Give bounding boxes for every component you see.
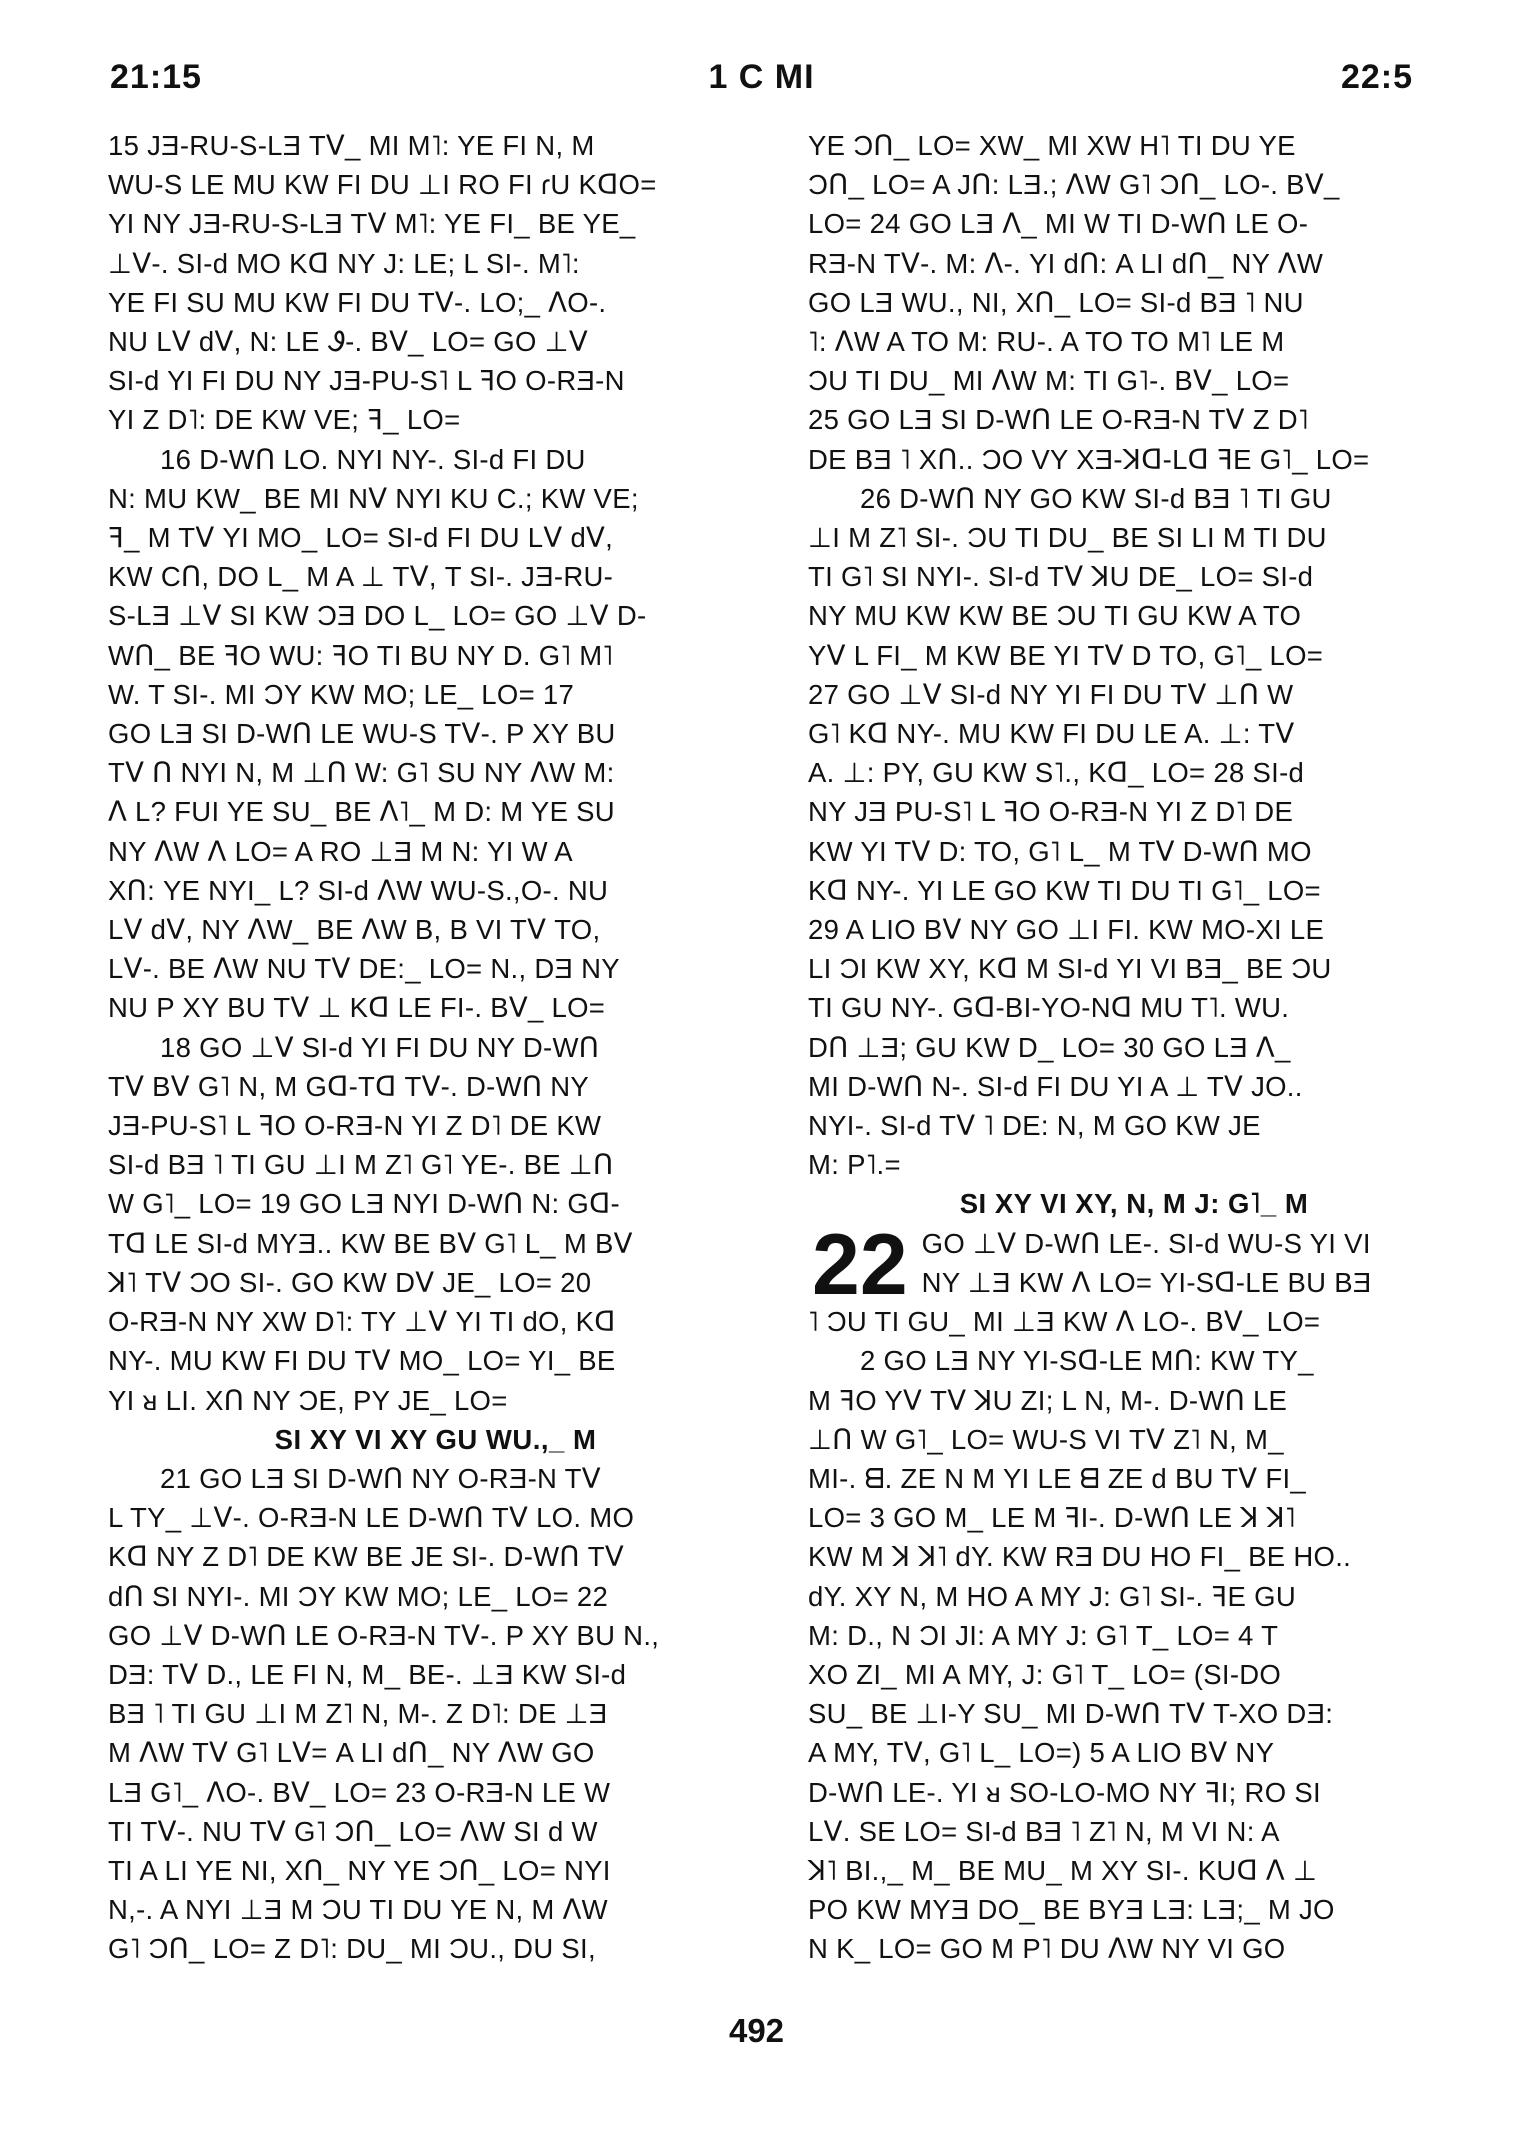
- paragraph-verse-15: 15 JƎ-RU-S-LƎ Tᐯ_ MI M˥: YE FI N, M WU-S LE MU KW FI DU ⊥I RO FI ɾU KᗡO= YI NY JƎ-RU-S-LƎ Tᐯ M˥: YE FI_ BE YE_ ⊥ᐯ-. SI-d MO Kᗡ NY J: LE; L SI-. M˥: YE FI SU MU KW FI DU Tᐯ-. LO;_ ᐱO-. NU Lᐯ dᐯ, N: LE Ꮽ-. Bᐯ_ LO= GO ⊥ᐯ SI-d YI FI DU NY JƎ-PU-S˥ L ꟻO O-RƎ-N YI Z D˥: DE KW VE; ꟻ_ LO=: [108, 130, 657, 436]
- paragraph-verse-2: 2 GO LƎ NY YI-Sᗡ-LE Mᑎ: KW TY_ M ꟻO Yᐯ Tᐯ ꓘU ZI; L N, M-. D-Wᑎ LE ⊥ᑎ W G˥_ LO= WU-S VI Tᐯ Z˥ N, M_ MI-. ᗺ. ZE N M YI LE ᗺ ZE d BU Tᐯ FI_ LO= 3 GO M_ LE M ꟻI-. D-Wᑎ LE ꓘ ꓘ˥ KW M ꓘ ꓘ˥ dY. KW RƎ DU HO FI_ BE HO.. dY. XY N, M HO A MY J: G˥ SI-. ꟻE GU M: D., N ƆI JI: A MY J: G˥ T_ LO= 4 T XO ZI_ MI A MY, J: G˥ T_ LO= (SI-DO SU_ BE ⊥I-Y SU_ MI D-Wᑎ Tᐯ T-XO DƎ: A MY, Tᐯ, G˥ L_ LO=) 5 A LIO Bᐯ NY D-Wᑎ LE-. YI ᴚ SO-LO-MO NY ꟻI; RO SI Lᐯ. SE LO= SI-d BƎ ˥ Z˥ N, M VI N: A ꓘ˥ BI.,_ M_ BE MU_ M XY SI-. KUᗡ ᐱ ⊥ PO KW MYƎ DO_ BE BYƎ LƎ: LƎ;_ M JO N K_ LO= GO M P˥ DU ᐱW NY VI GO: [808, 1345, 1352, 1965]
- chapter-start: [808, 1216, 1460, 1342]
- paragraph-verse-26: 26 D-Wᑎ NY GO KW SI-d BƎ ˥ TI GU ⊥I M Z˥ SI-. ƆU TI DU_ BE SI LI M TI DU TI G˥ SI NYI-. SI-d Tᐯ ꓘU DE_ LO= SI-d NY MU KW KW BE ƆU TI GU KW A TO Yᐯ L FI_ M KW BE YI Tᐯ D TO, G˥_ LO= 27 GO ⊥ᐯ SI-d NY YI FI DU Tᐯ ⊥ᑎ W G˥ Kᗡ NY-. MU KW FI DU LE A. ⊥: Tᐯ A. ⊥: PY, GU KW S˥., Kᗡ_ LO= 28 SI-d NY JƎ PU-S˥ L ꟻO O-RƎ-N YI Z D˥ DE KW YI Tᐯ D: TO, G˥ L_ M Tᐯ D-Wᑎ MO Kᗡ NY-. YI LE GO KW TI DU TI G˥_ LO= 29 A LIO Bᐯ NY GO ⊥I FI. KW MO-XI LE LI ƆI KW XY, Kᗡ M SI-d YI VI BƎ_ BE ƆU TI GU NY-. Gᗡ-BI-YO-Nᗡ MU T˥. WU. Dᑎ ⊥Ǝ; GU KW D_ LO= 30 GO LƎ ᐱ_ MI D-Wᑎ N-. SI-d FI DU YI A ⊥ Tᐯ JO.. NYI-. SI-d Tᐯ ˥ DE: N, M GO KW JE M: P˥.=: [808, 482, 1332, 1181]
- paragraph-verse-23-cont: YE Ɔᑎ_ LO= XW_ MI XW H˥ TI DU YE Ɔᑎ_ LO= A Jᑎ: LƎ.; ᐱW G˥ Ɔᑎ_ LO-. Bᐯ_ LO= 24 GO LƎ ᐱ_ MI W TI D-Wᑎ LE O- RƎ-N Tᐯ-. M: ᐱ-. YI dᑎ: A LI dᑎ_ NY ᐱW GO LƎ WU., NI, Xᑎ_ LO= SI-d BƎ ˥ NU ˥: ᐱW A TO M: RU-. A TO TO M˥ LE M ƆU TI DU_ MI ᐱW M: TI G˥-. Bᐯ_ LO= 25 GO LƎ SI D-Wᑎ LE O-RƎ-N Tᐯ Z D˥ DE BƎ ˥ Xᑎ.. ƆO VY XƎ-ꓘᗡ-Lᗡ ꟻE G˥_ LO=: [808, 130, 1370, 475]
- header-book-title: 1 C MI: [708, 58, 815, 96]
- section-heading: SI XY VI XY, N, M J: G˥_ M: [959, 1188, 1309, 1220]
- chapter-number: 22: [812, 1216, 908, 1313]
- paragraph-verse-18: 18 GO ⊥ᐯ SI-d YI FI DU NY D-Wᑎ Tᐯ Bᐯ G˥ N, M Gᗡ-Tᗡ Tᐯ-. D-Wᑎ NY JƎ-PU-S˥ L ꟻO O-RƎ-N YI Z D˥ DE KW SI-d BƎ ˥ TI GU ⊥I M Z˥ G˥ YE-. BE ⊥ᑎ W G˥_ LO= 19 GO LƎ NYI D-Wᑎ N: Gᗡ- Tᗡ LE SI-d MYƎ.. KW BE Bᐯ G˥ L_ M Bᐯ ꓘ˥ Tᐯ ƆO SI-. GO KW Dᐯ JE_ LO= 20 O-RƎ-N NY XW D˥: TY ⊥ᐯ YI TI dO, Kᗡ NY-. MU KW FI DU Tᐯ MO_ LO= YI_ BE YI ᴚ LI. Xᑎ NY ƆE, PY JE_ LO=: [108, 1031, 633, 1416]
- paragraph-verse-21: 21 GO LƎ SI D-Wᑎ NY O-RƎ-N Tᐯ L TY_ ⊥ᐯ-. O-RƎ-N LE D-Wᑎ Tᐯ LO. MO Kᗡ NY Z D˥ DE KW BE JE SI-. D-Wᑎ Tᐯ dᑎ SI NYI-. MI ƆY KW MO; LE_ LO= 22 GO ⊥ᐯ D-Wᑎ LE O-RƎ-N Tᐯ-. P XY BU N., DƎ: Tᐯ D., LE FI N, M_ BE-. ⊥Ǝ KW SI-d BƎ ˥ TI GU ⊥I M Z˥ N, M-. Z D˥: DE ⊥Ǝ M ᐱW Tᐯ G˥ Lᐯ= A LI dᑎ_ NY ᐱW GO LƎ G˥_ ᐱO-. Bᐯ_ LO= 23 O-RƎ-N LE W TI Tᐯ-. NU Tᐯ G˥ Ɔᑎ_ LO= ᐱW SI d W TI A LI YE NI, Xᑎ_ NY YE Ɔᑎ_ LO= NYI N,-. A NYI ⊥Ǝ M ƆU TI DU YE N, M ᐱW G˥ Ɔᑎ_ LO= Z D˥: DU_ MI ƆU., DU SI,: [108, 1462, 660, 1965]
- header-verse-start: 21:15: [110, 58, 202, 96]
- right-column: [808, 126, 1460, 1969]
- running-header: [110, 58, 1413, 108]
- paragraph-verse-16: 16 D-Wᑎ LO. NYI NY-. SI-d FI DU N: MU KW_ BE MI Nᐯ NYI KU C.; KW VE; ꟻ_ M Tᐯ YI MO_ LO= SI-d FI DU Lᐯ dᐯ, KW Cᑎ, DO L_ M A ⊥ Tᐯ, T SI-. JƎ-RU- S-LƎ ⊥ᐯ SI KW ƆƎ DO L_ LO= GO ⊥ᐯ D- Wᑎ_ BE ꟻO WU: ꟻO TI BU NY D. G˥ M˥ W. T SI-. MI ƆY KW MO; LE_ LO= 17 GO LƎ SI D-Wᑎ LE WU-S Tᐯ-. P XY BU Tᐯ ᑎ NYI N, M ⊥ᑎ W: G˥ SU NY ᐱW M: ᐱ L? FUI YE SU_ BE ᐱ˥_ M D: M YE SU NY ᐱW ᐱ LO= A RO ⊥Ǝ M N: YI W A Xᑎ: YE NYI_ L? SI-d ᐱW WU-S.,O-. NU Lᐯ dᐯ, NY ᐱW_ BE ᐱW B, B VI Tᐯ TO, Lᐯ-. BE ᐱW NU Tᐯ DE:_ LO= N., DƎ NY NU P XY BU Tᐯ ⊥ Kᗡ LE FI-. Bᐯ_ LO=: [108, 443, 647, 1024]
- paragraph-chapter-22-verse-1: GO ⊥ᐯ D-Wᑎ LE-. SI-d WU-S YI VI NY ⊥Ǝ KW ᐱ LO= YI-Sᗡ-LE BU BƎ ˥ ƆU TI GU_ MI ⊥Ǝ KW ᐱ LO-. Bᐯ_ LO=: [808, 1227, 1372, 1338]
- page-number: 492: [728, 2012, 785, 2049]
- section-heading: SI XY VI XY GU WU.,_ M: [274, 1423, 597, 1455]
- header-verse-end: 22:5: [1340, 58, 1413, 96]
- left-column: [108, 126, 763, 1969]
